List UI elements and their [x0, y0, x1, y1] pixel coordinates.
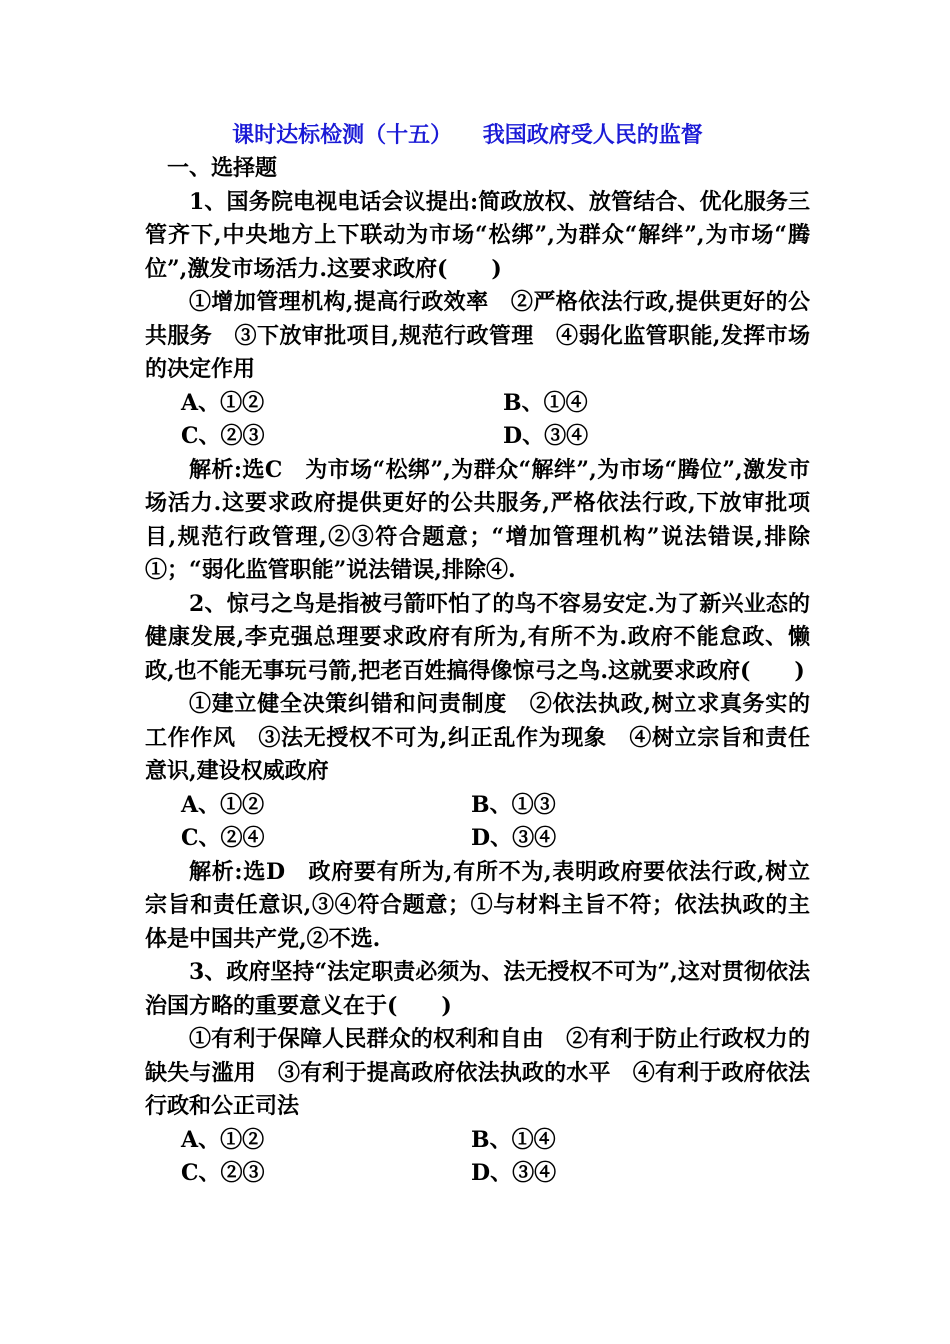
question-1-analysis: 解析:选C 为市场“松绑”,为群众“解绊”,为市场“腾位”,激发市场活力.这要求政府提供更好的公共服务,严格依法行政,下放审批项目,规范行政管理,②③符合题意；“增加管理机构”说法错误,排除①；“弱化监管职能”说法错误,排除④.: [145, 456, 810, 583]
question-3-stem: 3、政府坚持“法定职责必须为、法无授权不可为”,这对贯彻依法治国方略的重要意义在于( ): [145, 959, 810, 1019]
question-3-statements: ①有利于保障人民群众的权利和自由 ②有利于防止行政权力的缺失与滥用 ③有利于提高政府依法执政的水平 ④有利于政府依法行政和公正司法: [145, 1026, 810, 1119]
question-1-option-a: A、①②: [181, 389, 265, 416]
question-1-stem: 1、国务院电视电话会议提出:简政放权、放管结合、优化服务三管齐下,中央地方上下联动为市场“松绑”,为群众“解绊”,为市场“腾位”,激发市场活力.这要求政府( ): [145, 188, 810, 282]
question-1-option-b: B、①④: [503, 389, 588, 416]
question-1-option-c: C、②③: [181, 423, 265, 449]
document-page: [145, 118, 810, 1191]
question-2-analysis: 解析:选D 政府要有所为,有所不为,表明政府要依法行政,树立宗旨和责任意识,③④符合题意；①与材料主旨不符；依法执政的主体是中国共产党,②不选.: [145, 858, 810, 952]
question-2-option-d: D、③④: [471, 825, 557, 851]
question-3-option-a: A、①②: [181, 1126, 265, 1153]
question-3-options: [145, 1124, 810, 1191]
question-2-stem: 2、惊弓之鸟是指被弓箭吓怕了的鸟不容易安定.为了新兴业态的健康发展,李克强总理要求政府有所为,有所不为.政府不能怠政、懒政,也不能无事玩弓箭,把老百姓搞得像惊弓之鸟.这就要求政府( ): [145, 590, 810, 684]
section-heading: 一、选择题: [167, 155, 278, 181]
question-2-statements: ①建立健全决策纠错和问责制度 ②依法执政,树立求真务实的工作作风 ③法无授权不可为,纠正乱作为现象 ④树立宗旨和责任意识,建设权威政府: [145, 691, 810, 784]
question-3-option-d: D、③④: [471, 1160, 557, 1186]
question-2-options: [145, 789, 810, 856]
question-2-option-a: A、①②: [181, 791, 265, 818]
question-1-statements: ①增加管理机构,提高行政效率 ②严格依法行政,提供更好的公共服务 ③下放审批项目,规范行政管理 ④弱化监管职能,发挥市场的决定作用: [145, 289, 810, 382]
document-title: 课时达标检测（十五） 我国政府受人民的监督: [232, 122, 703, 148]
question-3-option-c: C、②③: [181, 1160, 265, 1186]
question-1-option-d: D、③④: [503, 423, 589, 449]
question-3-option-b: B、①④: [471, 1126, 556, 1153]
question-2-option-c: C、②④: [181, 825, 265, 851]
question-2-option-b: B、①③: [471, 791, 556, 818]
question-1-options: [145, 387, 810, 454]
